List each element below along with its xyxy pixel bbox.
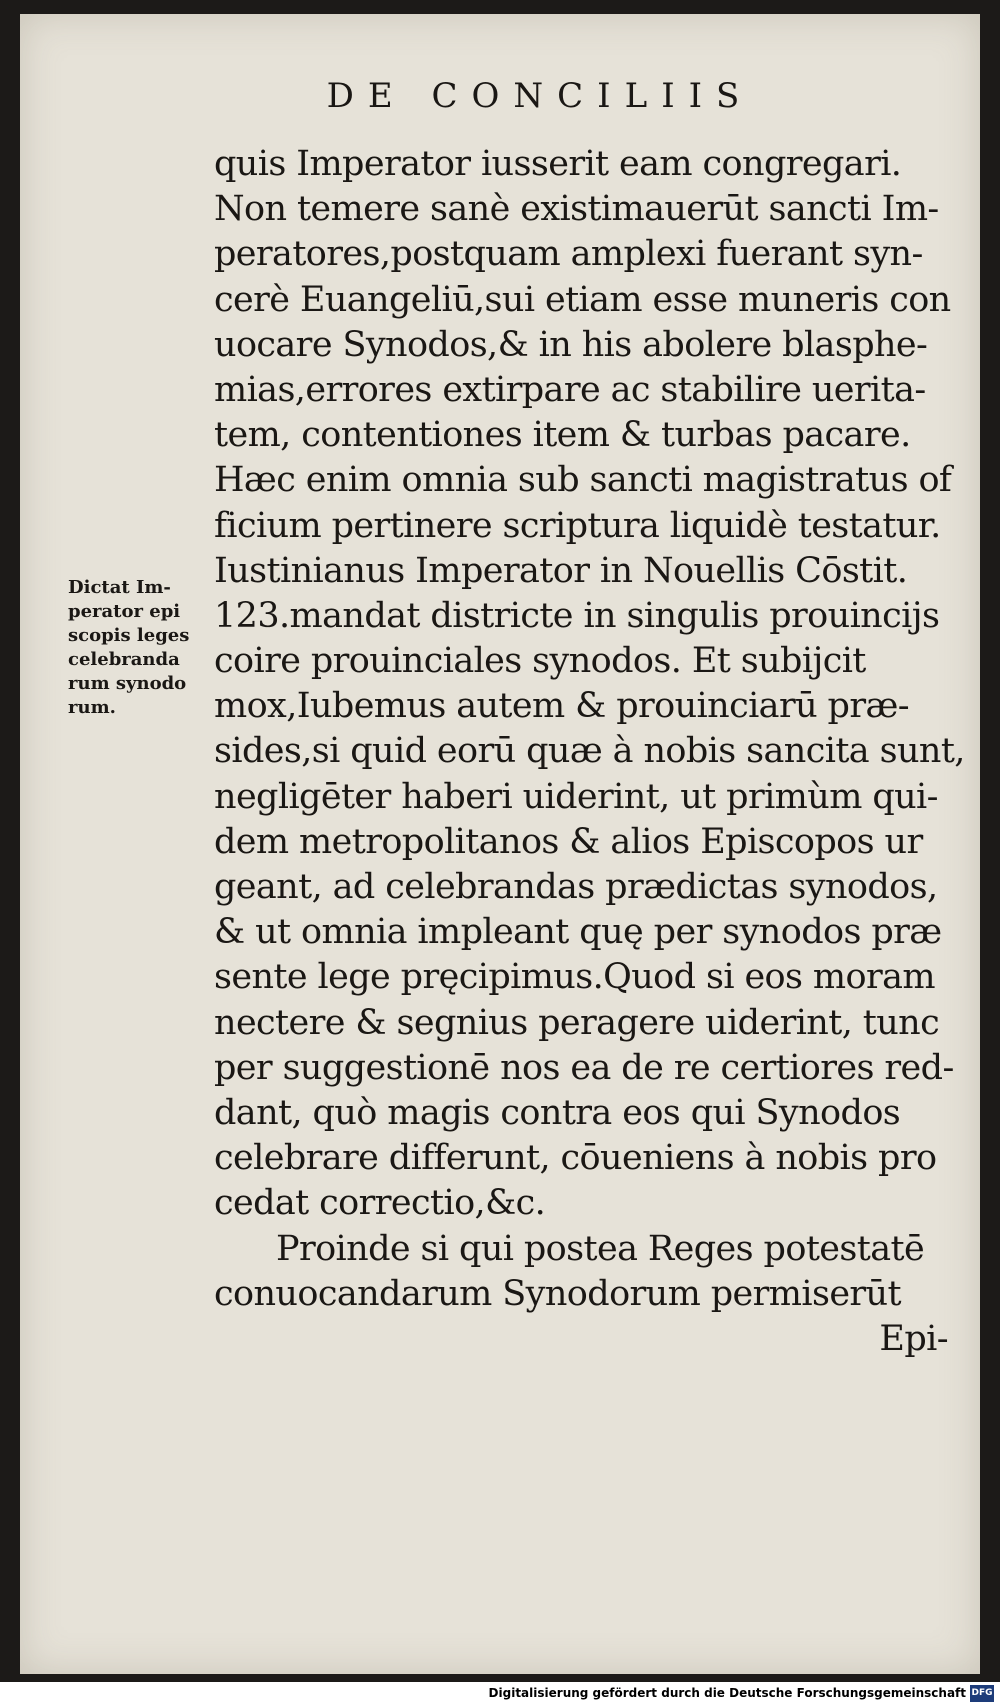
text-line: negligēter haberi uiderint, ut primùm qui- (214, 776, 938, 817)
marginal-line: rum. (68, 697, 116, 718)
text-line: mias,errores extirpare ac stabilire uerita- (214, 369, 926, 410)
book-page (20, 14, 980, 1674)
marginal-line: rum synodo (68, 673, 187, 694)
catchword: Epi- (879, 1318, 948, 1359)
text-line: cedat correctio,&c. (214, 1183, 546, 1224)
marginal-line: Dictat Im- (68, 577, 171, 598)
text-line: nectere & segnius peragere uiderint, tunc (214, 1002, 940, 1043)
text-line: quis Imperator iusserit eam congregari. (214, 144, 902, 184)
text-line: celebrare differunt, cōueniens à nobis pro (214, 1138, 937, 1179)
text-line: Iustinianus Imperator in Nouellis Cōstit. (214, 550, 908, 591)
text-line: per suggestionē nos ea de re certiores red- (214, 1047, 954, 1088)
text-line: tem, contentiones item & turbas pacare. (214, 415, 911, 456)
marginal-note (68, 576, 216, 720)
text-line: dem metropolitanos & alios Episcopos ur (214, 821, 923, 862)
text-line: Proinde si qui postea Reges potestatē (276, 1228, 925, 1269)
footer-bar (0, 1682, 1000, 1708)
text-line: conuocandarum Synodorum permiserūt (214, 1273, 901, 1314)
text-line: dant, quò magis contra eos qui Synodos (214, 1092, 901, 1133)
running-title: DE CONCILIIS (326, 76, 754, 116)
text-line: sides,si quid eorū quæ à nobis sancita sunt, (214, 731, 965, 772)
text-line: uocare Synodos,& in his abolere blasphe- (214, 324, 928, 365)
text-line: coire prouinciales synodos. Et subijcit (214, 641, 866, 682)
dfg-logo-icon: DFG (970, 1685, 994, 1702)
text-line: Non temere sanè existimauerūt sancti Im- (214, 189, 939, 230)
text-line: peratores,postquam amplexi fuerant syn- (214, 234, 923, 275)
marginal-line: celebranda (68, 649, 180, 670)
text-line: sente lege pręcipimus.Quod si eos moram (214, 957, 935, 998)
text-line: & ut omnia impleant quę per synodos præ (214, 912, 942, 953)
funding-credit: Digitalisierung gefördert durch die Deutsche Forschungsgemeinschaft (488, 1686, 966, 1700)
text-line: 123.mandat districte in singulis prouincijs (214, 595, 940, 636)
text-line: geant, ad celebrandas prædictas synodos, (214, 867, 938, 907)
text-line: mox,Iubemus autem & prouinciarū præ- (214, 686, 910, 727)
text-line: ficium pertinere scriptura liquidè testatur. (214, 505, 941, 546)
body-text (214, 142, 984, 1362)
marginal-line: perator epi (68, 601, 181, 622)
text-line: cerè Euangeliū,sui etiam esse muneris con (214, 279, 951, 320)
marginal-line: scopis leges (68, 625, 190, 646)
text-line: Hæc enim omnia sub sancti magistratus of (214, 460, 952, 501)
